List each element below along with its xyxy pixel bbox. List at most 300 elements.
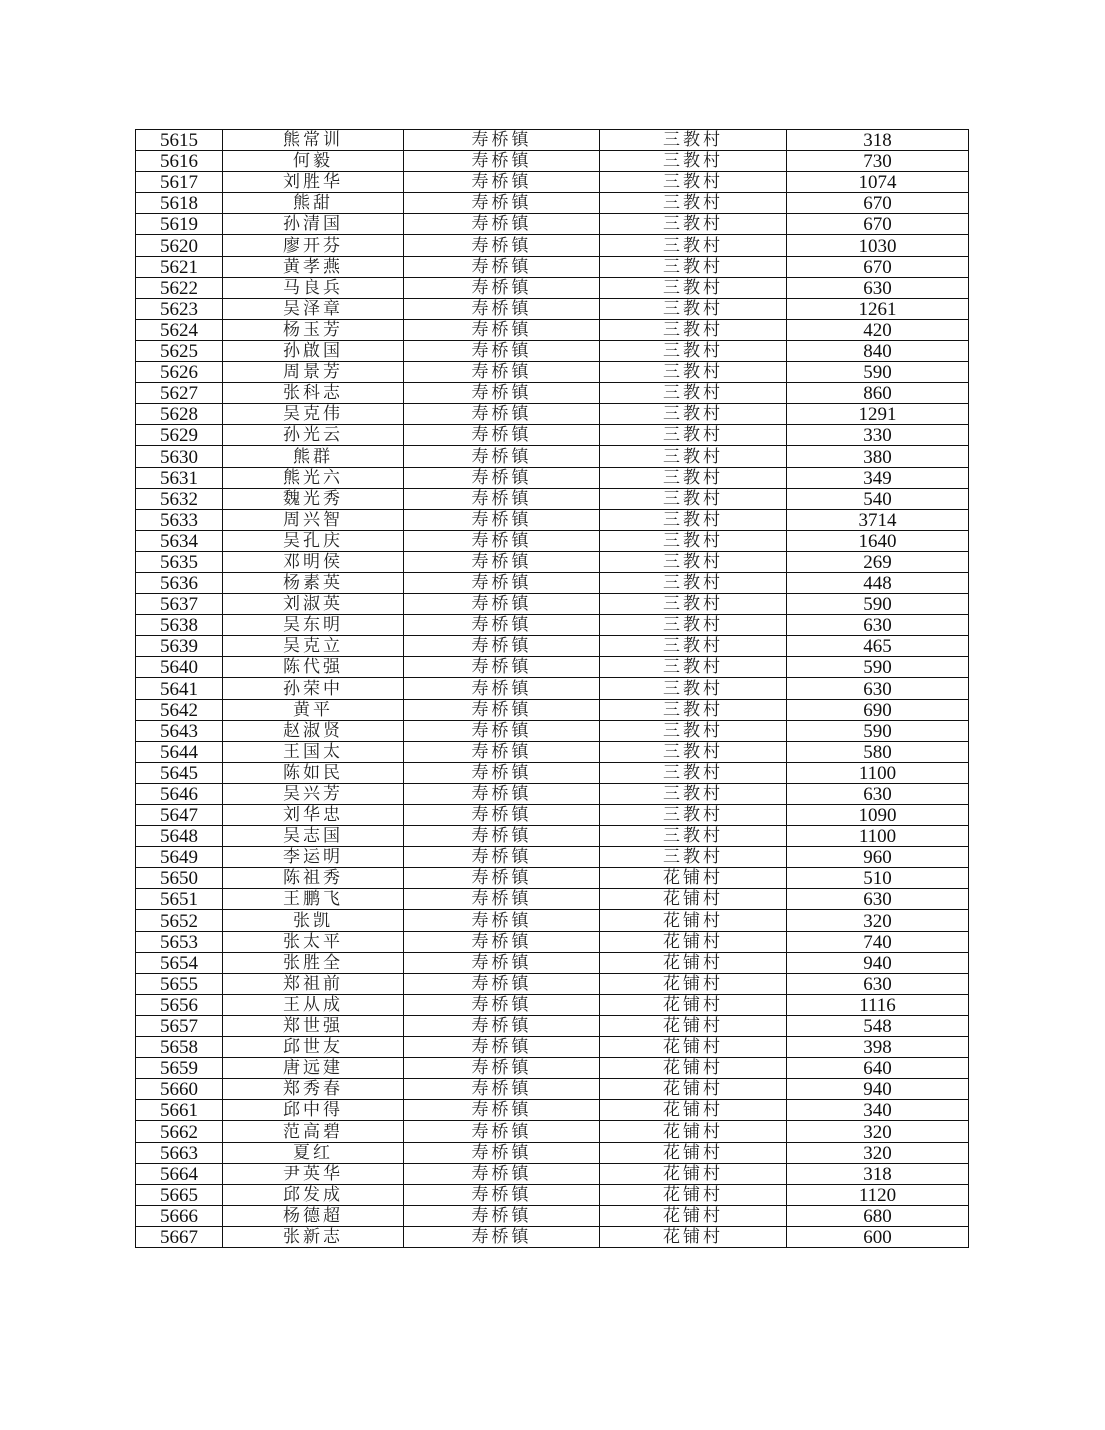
- table-row: [136, 615, 969, 636]
- cell-village: 花铺村: [600, 910, 787, 931]
- cell-id: 5630: [136, 446, 223, 467]
- cell-town: 寿桥镇: [404, 1079, 600, 1100]
- cell-name: 邱中得: [223, 1100, 404, 1121]
- cell-village: 三教村: [600, 446, 787, 467]
- cell-amount: 690: [787, 699, 969, 720]
- cell-town: 寿桥镇: [404, 741, 600, 762]
- cell-name: 杨玉芳: [223, 319, 404, 340]
- cell-village: 三教村: [600, 319, 787, 340]
- cell-id: 5634: [136, 530, 223, 551]
- cell-id: 5620: [136, 235, 223, 256]
- cell-village: 花铺村: [600, 973, 787, 994]
- cell-id: 5619: [136, 214, 223, 235]
- cell-amount: 630: [787, 277, 969, 298]
- table-row: [136, 1015, 969, 1036]
- cell-town: 寿桥镇: [404, 488, 600, 509]
- cell-amount: 349: [787, 467, 969, 488]
- cell-amount: 640: [787, 1058, 969, 1079]
- cell-amount: 320: [787, 910, 969, 931]
- cell-village: 三教村: [600, 509, 787, 530]
- cell-town: 寿桥镇: [404, 889, 600, 910]
- cell-name: 吴东明: [223, 615, 404, 636]
- cell-amount: 590: [787, 720, 969, 741]
- cell-id: 5642: [136, 699, 223, 720]
- cell-name: 杨德超: [223, 1205, 404, 1226]
- cell-town: 寿桥镇: [404, 1184, 600, 1205]
- cell-amount: 318: [787, 130, 969, 151]
- cell-id: 5650: [136, 868, 223, 889]
- cell-name: 黄孝燕: [223, 256, 404, 277]
- cell-id: 5627: [136, 383, 223, 404]
- cell-town: 寿桥镇: [404, 847, 600, 868]
- cell-town: 寿桥镇: [404, 551, 600, 572]
- cell-id: 5664: [136, 1163, 223, 1184]
- cell-name: 何毅: [223, 151, 404, 172]
- cell-id: 5637: [136, 594, 223, 615]
- cell-amount: 510: [787, 868, 969, 889]
- cell-name: 张太平: [223, 931, 404, 952]
- table-row: [136, 1205, 969, 1226]
- cell-name: 马良兵: [223, 277, 404, 298]
- cell-id: 5646: [136, 783, 223, 804]
- table-row: [136, 383, 969, 404]
- cell-name: 魏光秀: [223, 488, 404, 509]
- cell-village: 三教村: [600, 235, 787, 256]
- cell-town: 寿桥镇: [404, 425, 600, 446]
- cell-name: 廖开芬: [223, 235, 404, 256]
- cell-id: 5621: [136, 256, 223, 277]
- cell-village: 花铺村: [600, 1163, 787, 1184]
- table-row: [136, 762, 969, 783]
- cell-town: 寿桥镇: [404, 805, 600, 826]
- cell-town: 寿桥镇: [404, 130, 600, 151]
- cell-town: 寿桥镇: [404, 572, 600, 593]
- cell-name: 吴孔庆: [223, 530, 404, 551]
- cell-name: 孙清国: [223, 214, 404, 235]
- cell-amount: 960: [787, 847, 969, 868]
- cell-village: 三教村: [600, 340, 787, 361]
- cell-village: 三教村: [600, 467, 787, 488]
- cell-village: 花铺村: [600, 1121, 787, 1142]
- cell-name: 尹英华: [223, 1163, 404, 1184]
- table-row: [136, 235, 969, 256]
- cell-town: 寿桥镇: [404, 256, 600, 277]
- cell-amount: 380: [787, 446, 969, 467]
- table-row: [136, 1184, 969, 1205]
- cell-village: 三教村: [600, 214, 787, 235]
- cell-id: 5616: [136, 151, 223, 172]
- table-row: [136, 467, 969, 488]
- cell-amount: 680: [787, 1205, 969, 1226]
- cell-town: 寿桥镇: [404, 172, 600, 193]
- cell-village: 花铺村: [600, 1205, 787, 1226]
- cell-id: 5636: [136, 572, 223, 593]
- cell-amount: 940: [787, 952, 969, 973]
- cell-amount: 540: [787, 488, 969, 509]
- cell-name: 孙荣中: [223, 678, 404, 699]
- cell-town: 寿桥镇: [404, 319, 600, 340]
- cell-village: 三教村: [600, 805, 787, 826]
- cell-id: 5657: [136, 1015, 223, 1036]
- cell-id: 5652: [136, 910, 223, 931]
- cell-id: 5661: [136, 1100, 223, 1121]
- cell-village: 三教村: [600, 720, 787, 741]
- cell-amount: 465: [787, 636, 969, 657]
- cell-amount: 580: [787, 741, 969, 762]
- cell-village: 花铺村: [600, 868, 787, 889]
- cell-amount: 840: [787, 340, 969, 361]
- cell-name: 郑祖前: [223, 973, 404, 994]
- cell-name: 吴克立: [223, 636, 404, 657]
- cell-id: 5628: [136, 404, 223, 425]
- cell-town: 寿桥镇: [404, 404, 600, 425]
- cell-id: 5640: [136, 657, 223, 678]
- cell-village: 花铺村: [600, 1079, 787, 1100]
- table-row: [136, 994, 969, 1015]
- table-row: [136, 130, 969, 151]
- cell-town: 寿桥镇: [404, 762, 600, 783]
- cell-town: 寿桥镇: [404, 235, 600, 256]
- cell-amount: 590: [787, 362, 969, 383]
- cell-name: 郑世强: [223, 1015, 404, 1036]
- cell-town: 寿桥镇: [404, 720, 600, 741]
- records-table-body: [136, 130, 969, 1248]
- cell-town: 寿桥镇: [404, 636, 600, 657]
- table-row: [136, 889, 969, 910]
- cell-name: 张科志: [223, 383, 404, 404]
- cell-amount: 398: [787, 1037, 969, 1058]
- cell-name: 邓明侯: [223, 551, 404, 572]
- cell-id: 5644: [136, 741, 223, 762]
- cell-village: 三教村: [600, 636, 787, 657]
- cell-town: 寿桥镇: [404, 1226, 600, 1247]
- cell-id: 5639: [136, 636, 223, 657]
- cell-id: 5617: [136, 172, 223, 193]
- table-row: [136, 1079, 969, 1100]
- cell-village: 三教村: [600, 256, 787, 277]
- cell-amount: 1100: [787, 826, 969, 847]
- cell-town: 寿桥镇: [404, 1100, 600, 1121]
- table-row: [136, 488, 969, 509]
- table-row: [136, 973, 969, 994]
- cell-town: 寿桥镇: [404, 1037, 600, 1058]
- cell-amount: 1261: [787, 298, 969, 319]
- cell-town: 寿桥镇: [404, 362, 600, 383]
- cell-id: 5648: [136, 826, 223, 847]
- cell-id: 5641: [136, 678, 223, 699]
- cell-village: 三教村: [600, 383, 787, 404]
- cell-town: 寿桥镇: [404, 298, 600, 319]
- cell-amount: 1640: [787, 530, 969, 551]
- cell-name: 郑秀春: [223, 1079, 404, 1100]
- table-row: [136, 678, 969, 699]
- cell-village: 三教村: [600, 404, 787, 425]
- cell-village: 三教村: [600, 362, 787, 383]
- cell-amount: 1030: [787, 235, 969, 256]
- table-row: [136, 340, 969, 361]
- cell-id: 5662: [136, 1121, 223, 1142]
- cell-id: 5655: [136, 973, 223, 994]
- cell-village: 三教村: [600, 193, 787, 214]
- cell-village: 三教村: [600, 699, 787, 720]
- cell-id: 5643: [136, 720, 223, 741]
- cell-id: 5651: [136, 889, 223, 910]
- cell-id: 5629: [136, 425, 223, 446]
- cell-village: 三教村: [600, 615, 787, 636]
- cell-amount: 630: [787, 889, 969, 910]
- cell-town: 寿桥镇: [404, 151, 600, 172]
- cell-village: 花铺村: [600, 889, 787, 910]
- table-row: [136, 931, 969, 952]
- cell-name: 陈如民: [223, 762, 404, 783]
- cell-amount: 940: [787, 1079, 969, 1100]
- cell-town: 寿桥镇: [404, 1205, 600, 1226]
- cell-town: 寿桥镇: [404, 467, 600, 488]
- cell-id: 5665: [136, 1184, 223, 1205]
- cell-amount: 630: [787, 615, 969, 636]
- cell-amount: 670: [787, 214, 969, 235]
- cell-id: 5649: [136, 847, 223, 868]
- table-row: [136, 572, 969, 593]
- cell-name: 夏红: [223, 1142, 404, 1163]
- cell-id: 5632: [136, 488, 223, 509]
- cell-town: 寿桥镇: [404, 699, 600, 720]
- cell-id: 5647: [136, 805, 223, 826]
- cell-town: 寿桥镇: [404, 952, 600, 973]
- cell-town: 寿桥镇: [404, 1163, 600, 1184]
- table-row: [136, 362, 969, 383]
- cell-town: 寿桥镇: [404, 530, 600, 551]
- cell-amount: 3714: [787, 509, 969, 530]
- table-row: [136, 952, 969, 973]
- table-row: [136, 741, 969, 762]
- cell-name: 杨素英: [223, 572, 404, 593]
- cell-id: 5635: [136, 551, 223, 572]
- cell-name: 王鹏飞: [223, 889, 404, 910]
- cell-name: 吴克伟: [223, 404, 404, 425]
- cell-town: 寿桥镇: [404, 868, 600, 889]
- cell-amount: 320: [787, 1142, 969, 1163]
- cell-name: 王国太: [223, 741, 404, 762]
- cell-name: 张凯: [223, 910, 404, 931]
- cell-village: 三教村: [600, 551, 787, 572]
- cell-town: 寿桥镇: [404, 657, 600, 678]
- cell-id: 5656: [136, 994, 223, 1015]
- cell-village: 三教村: [600, 488, 787, 509]
- cell-name: 吴兴芳: [223, 783, 404, 804]
- cell-town: 寿桥镇: [404, 973, 600, 994]
- cell-name: 黄平: [223, 699, 404, 720]
- cell-town: 寿桥镇: [404, 826, 600, 847]
- cell-town: 寿桥镇: [404, 277, 600, 298]
- cell-id: 5631: [136, 467, 223, 488]
- table-row: [136, 657, 969, 678]
- table-row: [136, 1226, 969, 1247]
- cell-name: 刘华忠: [223, 805, 404, 826]
- cell-name: 陈代强: [223, 657, 404, 678]
- table-row: [136, 319, 969, 340]
- cell-amount: 330: [787, 425, 969, 446]
- cell-amount: 740: [787, 931, 969, 952]
- cell-town: 寿桥镇: [404, 340, 600, 361]
- records-table: [135, 129, 969, 1248]
- cell-town: 寿桥镇: [404, 910, 600, 931]
- table-row: [136, 1058, 969, 1079]
- cell-town: 寿桥镇: [404, 931, 600, 952]
- cell-name: 范高碧: [223, 1121, 404, 1142]
- cell-id: 5623: [136, 298, 223, 319]
- table-row: [136, 404, 969, 425]
- table-row: [136, 446, 969, 467]
- table-row: [136, 193, 969, 214]
- table-row: [136, 868, 969, 889]
- cell-name: 刘淑英: [223, 594, 404, 615]
- cell-id: 5626: [136, 362, 223, 383]
- cell-name: 张胜全: [223, 952, 404, 973]
- cell-amount: 269: [787, 551, 969, 572]
- cell-village: 花铺村: [600, 1100, 787, 1121]
- cell-village: 花铺村: [600, 1037, 787, 1058]
- cell-name: 吴泽章: [223, 298, 404, 319]
- table-row: [136, 699, 969, 720]
- cell-id: 5618: [136, 193, 223, 214]
- cell-town: 寿桥镇: [404, 994, 600, 1015]
- cell-id: 5660: [136, 1079, 223, 1100]
- cell-amount: 630: [787, 678, 969, 699]
- cell-id: 5667: [136, 1226, 223, 1247]
- cell-town: 寿桥镇: [404, 678, 600, 699]
- cell-town: 寿桥镇: [404, 1058, 600, 1079]
- cell-amount: 420: [787, 319, 969, 340]
- cell-name: 熊甜: [223, 193, 404, 214]
- table-row: [136, 1121, 969, 1142]
- cell-amount: 318: [787, 1163, 969, 1184]
- table-row: [136, 277, 969, 298]
- cell-name: 吴志国: [223, 826, 404, 847]
- cell-name: 赵淑贤: [223, 720, 404, 741]
- cell-id: 5654: [136, 952, 223, 973]
- cell-amount: 320: [787, 1121, 969, 1142]
- cell-village: 三教村: [600, 298, 787, 319]
- cell-name: 唐远建: [223, 1058, 404, 1079]
- cell-town: 寿桥镇: [404, 193, 600, 214]
- cell-village: 三教村: [600, 826, 787, 847]
- cell-village: 三教村: [600, 762, 787, 783]
- table-row: [136, 910, 969, 931]
- cell-name: 周兴智: [223, 509, 404, 530]
- table-row: [136, 530, 969, 551]
- table-row: [136, 847, 969, 868]
- table-row: [136, 172, 969, 193]
- cell-name: 陈祖秀: [223, 868, 404, 889]
- cell-name: 邱世友: [223, 1037, 404, 1058]
- cell-amount: 590: [787, 594, 969, 615]
- cell-amount: 670: [787, 256, 969, 277]
- table-row: [136, 1100, 969, 1121]
- cell-village: 三教村: [600, 172, 787, 193]
- cell-amount: 448: [787, 572, 969, 593]
- cell-village: 花铺村: [600, 1058, 787, 1079]
- table-row: [136, 1142, 969, 1163]
- table-row: [136, 720, 969, 741]
- cell-town: 寿桥镇: [404, 1142, 600, 1163]
- table-row: [136, 1037, 969, 1058]
- cell-town: 寿桥镇: [404, 594, 600, 615]
- cell-village: 花铺村: [600, 1184, 787, 1205]
- cell-id: 5638: [136, 615, 223, 636]
- table-row: [136, 298, 969, 319]
- cell-village: 花铺村: [600, 1015, 787, 1036]
- cell-village: 花铺村: [600, 1226, 787, 1247]
- table-row: [136, 783, 969, 804]
- cell-amount: 1120: [787, 1184, 969, 1205]
- cell-amount: 670: [787, 193, 969, 214]
- table-row: [136, 256, 969, 277]
- table-row: [136, 425, 969, 446]
- cell-village: 花铺村: [600, 952, 787, 973]
- cell-name: 熊常训: [223, 130, 404, 151]
- cell-village: 花铺村: [600, 994, 787, 1015]
- table-row: [136, 594, 969, 615]
- cell-id: 5624: [136, 319, 223, 340]
- cell-id: 5663: [136, 1142, 223, 1163]
- cell-name: 刘胜华: [223, 172, 404, 193]
- cell-name: 孙光云: [223, 425, 404, 446]
- cell-village: 三教村: [600, 594, 787, 615]
- table-row: [136, 636, 969, 657]
- cell-name: 张新志: [223, 1226, 404, 1247]
- cell-id: 5645: [136, 762, 223, 783]
- cell-name: 邱发成: [223, 1184, 404, 1205]
- cell-village: 三教村: [600, 277, 787, 298]
- cell-town: 寿桥镇: [404, 615, 600, 636]
- cell-village: 三教村: [600, 741, 787, 762]
- cell-amount: 1090: [787, 805, 969, 826]
- cell-village: 三教村: [600, 847, 787, 868]
- cell-amount: 1100: [787, 762, 969, 783]
- cell-village: 三教村: [600, 657, 787, 678]
- cell-amount: 630: [787, 783, 969, 804]
- cell-village: 三教村: [600, 783, 787, 804]
- table-row: [136, 551, 969, 572]
- cell-name: 孙啟国: [223, 340, 404, 361]
- cell-village: 三教村: [600, 572, 787, 593]
- cell-name: 周景芳: [223, 362, 404, 383]
- cell-amount: 600: [787, 1226, 969, 1247]
- cell-village: 三教村: [600, 530, 787, 551]
- cell-id: 5622: [136, 277, 223, 298]
- cell-id: 5653: [136, 931, 223, 952]
- cell-village: 三教村: [600, 151, 787, 172]
- table-row: [136, 509, 969, 530]
- cell-id: 5625: [136, 340, 223, 361]
- cell-id: 5615: [136, 130, 223, 151]
- cell-name: 熊群: [223, 446, 404, 467]
- cell-town: 寿桥镇: [404, 509, 600, 530]
- cell-id: 5658: [136, 1037, 223, 1058]
- cell-village: 三教村: [600, 130, 787, 151]
- cell-amount: 1074: [787, 172, 969, 193]
- cell-name: 王从成: [223, 994, 404, 1015]
- cell-village: 三教村: [600, 678, 787, 699]
- cell-amount: 340: [787, 1100, 969, 1121]
- cell-name: 熊光六: [223, 467, 404, 488]
- cell-id: 5659: [136, 1058, 223, 1079]
- cell-amount: 548: [787, 1015, 969, 1036]
- table-row: [136, 151, 969, 172]
- table-row: [136, 826, 969, 847]
- cell-town: 寿桥镇: [404, 1015, 600, 1036]
